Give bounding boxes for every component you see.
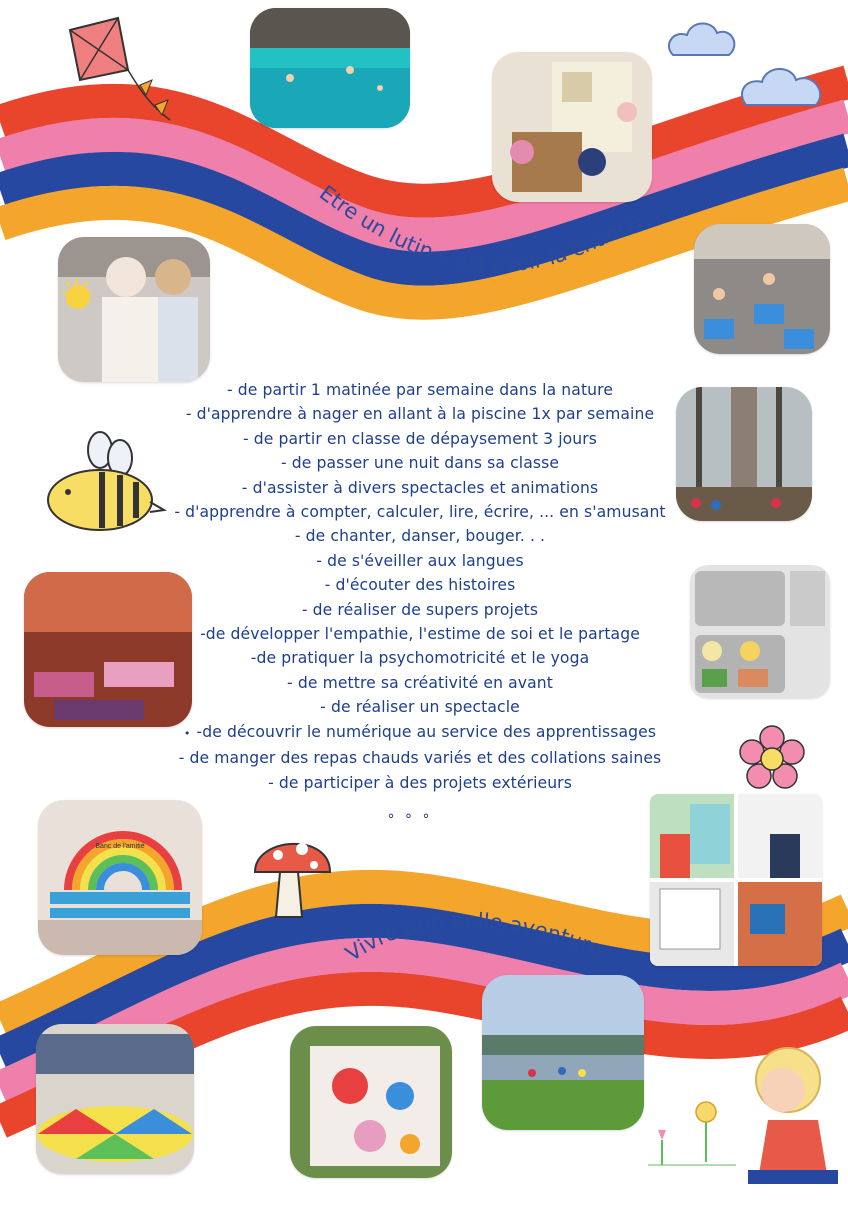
swimming-pool-photo <box>250 8 410 128</box>
list-item <box>140 549 700 573</box>
list-item <box>140 646 700 670</box>
cloud-icon-2 <box>736 60 831 120</box>
list-item-text: - de mettre sa créativité en avant <box>287 673 553 692</box>
list-item-text: - d'apprendre à compter, calculer, lire, écrire, ... en s'amusant <box>174 503 666 522</box>
list-item <box>140 476 700 500</box>
sun-icon <box>60 276 94 310</box>
list-item <box>140 720 700 746</box>
list-item-text: - de passer une nuit dans sa classe <box>280 454 560 473</box>
list-item-text: -de développer l'empathie, l'estime de soi et le partage <box>200 625 640 644</box>
list-item <box>140 500 700 524</box>
ellipsis-dots: ° ° ° <box>387 812 433 828</box>
lunch-trays-photo <box>690 565 830 698</box>
list-item <box>140 671 700 695</box>
list-item <box>140 524 700 548</box>
list-item <box>140 451 700 475</box>
list-item-text: - de partir en classe de dépaysement 3 jours <box>242 429 598 448</box>
list-item <box>140 402 700 426</box>
cloud-icon <box>663 15 743 70</box>
list-item <box>140 746 700 770</box>
bullet-icon: • <box>183 726 191 740</box>
list-item <box>140 573 700 597</box>
list-item-text: - de réaliser un spectacle <box>320 698 520 717</box>
list-item <box>140 695 700 719</box>
list-item-text: -de pratiquer la psychomotricité et le yoga <box>250 649 590 668</box>
banner-bottom-text: Vivre une belle aventure <box>341 908 606 967</box>
kite-icon <box>40 10 180 140</box>
lake-photo <box>482 975 644 1130</box>
bench-sign: Banc de l'amitié <box>95 843 145 850</box>
list-item-text: - d'apprendre à nager en allant à la piscine 1x par semaine <box>185 405 655 424</box>
digital-learning-collage <box>650 794 822 966</box>
parachute-gym-photo <box>36 1024 194 1174</box>
banner-top-text: Etre un lutin c'est avoir la chance . . . <box>315 180 681 277</box>
play-kitchen-photo <box>492 52 652 202</box>
yoga-mats-photo <box>694 224 830 354</box>
friendship-bench-photo <box>38 800 202 955</box>
list-item-text: - de réaliser de supers projets <box>301 600 539 619</box>
painting-project-photo <box>290 1026 452 1178</box>
small-flowers-icon <box>648 1090 738 1170</box>
child-drawing-icon <box>728 1030 848 1190</box>
list-item-text: - de manger des repas chauds variés et des collations saines <box>178 749 662 768</box>
activities-list <box>140 378 700 795</box>
list-item-text: - de participer à des projets extérieurs <box>268 773 572 792</box>
list-item <box>140 427 700 451</box>
list-item-text: - de chanter, danser, bouger. . . <box>294 527 546 546</box>
list-item-text: -de découvrir le numérique au service des apprentissages <box>196 722 657 741</box>
list-item-text: - de s'éveiller aux langues <box>316 551 524 570</box>
list-item-text: - d'écouter des histoires <box>324 576 516 595</box>
mushroom-icon <box>250 827 335 922</box>
flower-icon <box>737 724 807 794</box>
list-item-text: - de partir 1 matinée par semaine dans la nature <box>226 381 614 399</box>
list-item <box>140 378 700 402</box>
list-item-text: - d'assister à divers spectacles et animations <box>241 478 599 497</box>
list-item <box>140 598 700 622</box>
list-item <box>140 622 700 646</box>
list-item <box>140 771 700 795</box>
